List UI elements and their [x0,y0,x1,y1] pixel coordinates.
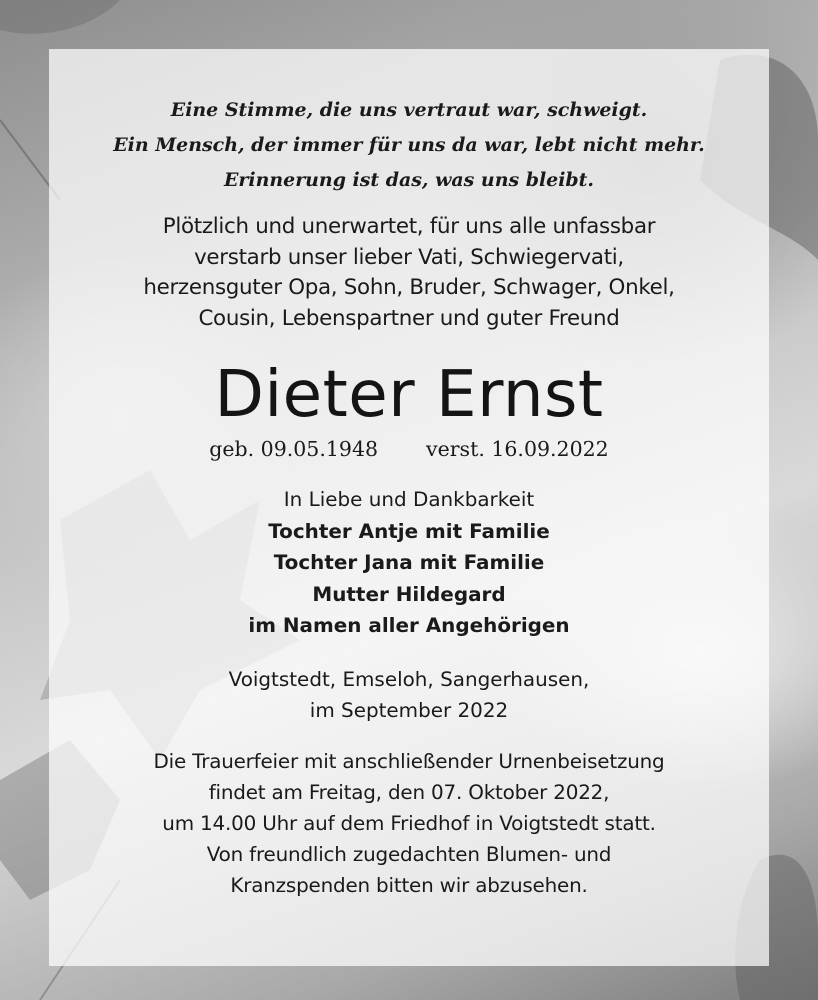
notice-line: um 14.00 Uhr auf dem Friedhof in Voigtstedt statt. [162,811,656,835]
mourner-name: im Namen aller Angehörigen [248,614,570,637]
notice-line: Von freundlich zugedachten Blumen- und [206,842,612,866]
obituary-card [49,49,769,966]
mourners-lead: In Liebe und Dankbarkeit [283,488,535,511]
mourners-block [49,484,769,642]
intro-line: Plötzlich und unerwartet, für uns alle unfassbar [162,214,656,239]
place-line: im September 2022 [309,698,509,722]
intro-line: verstarb unser lieber Vati, Schwiegervati, [194,244,624,270]
notice-line: findet am Freitag, den 07. Oktober 2022, [208,780,610,804]
quote-line: Erinnerung ist das, was uns bleibt. [224,169,594,191]
leaf-shape [0,0,120,34]
quote-line: Eine Stimme, die uns vertraut war, schweigt. [170,99,648,121]
death-date: verst. 16.09.2022 [426,437,609,461]
mourner-name: Tochter Antje mit Familie [268,519,550,543]
intro-line: Cousin, Lebenspartner und guter Freund [198,305,620,331]
mourner-name: Mutter Hildegard [312,582,506,606]
mourner-name: Tochter Jana mit Familie [273,551,545,574]
quote-line: Ein Mensch, der immer für uns da war, lebt nicht mehr. [113,134,705,156]
intro-line: herzensguter Opa, Sohn, Bruder, Schwager, Onkel, [143,275,675,300]
birth-date: geb. 09.05.1948 [209,437,379,461]
funeral-notice [49,746,769,901]
memorial-quote [49,93,769,198]
deceased-name: Dieter Ernst [214,357,604,432]
announcement-intro [49,212,769,334]
life-dates [49,434,769,464]
notice-line: Die Trauerfeier mit anschließender Urnenbeisetzung [153,749,665,773]
place-line: Voigtstedt, Emseloh, Sangerhausen, [228,667,590,691]
place-and-date [49,664,769,726]
notice-line: Kranzspenden bitten wir abzusehen. [230,873,588,897]
